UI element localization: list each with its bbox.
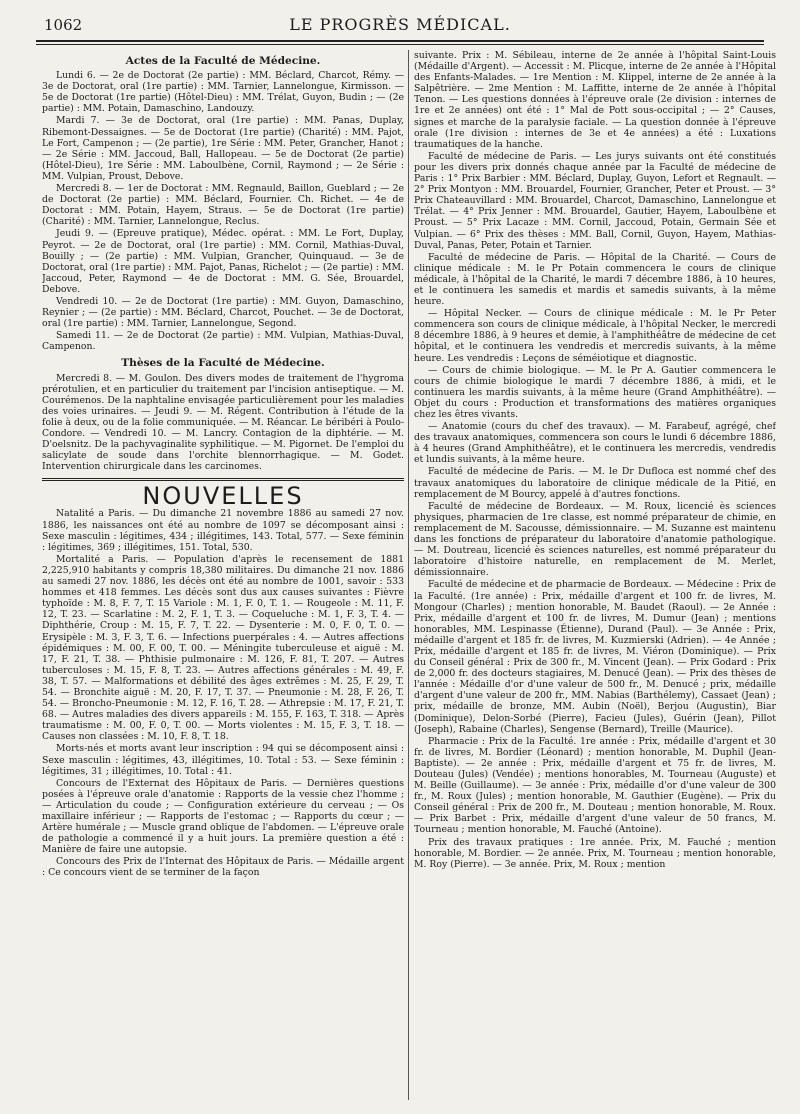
actes-paragraph: Lundi 6. — 2e de Doctorat (2e partie) : MM. Béclard, Charcot, Rémy. — 3e de Doctorat, oral (1re partie) : MM. Tarnier, Lannelongue, Kirmisson. — 5e de Doctorat (1re partie) (Hôtel-Dieu) : MM. Trélat, Guyon, Budin ; — (2e partie) : MM. Potain, Damaschino, Landouzy.: [42, 70, 404, 115]
header-rule-thin: [36, 44, 764, 45]
theses-paragraph: Mercredi 8. — M. Goulon. Des divers modes de traitement de l'hygroma prérotulien, et en particulier du traitement par l'incision antiseptique. — M. Courémenos. De la naphtaline envisagée particulièrement pour les maladies des voies urinaires. — Jeudi 9. — M. Régent. Contribution à l'étude de la folie à deux, ou de la folie communiquée. — M. Réancar. Le béribéri à Poulo-Condore. — Vendredi 10. — M. Lancry. Contagion de la diphtérie. — M. D'oelsnitz. De la pachyvaginalite syphilitique. — M. Pigornet. De l'emploi du salicylate de soude dans l'orchite blennorrhagique. — M. Godet. Intervention chirurgicale dans les carcinomes.: [42, 372, 404, 473]
actes-heading: Actes de la Faculté de Médecine.: [125, 55, 321, 67]
nouvelles-paragraph: Concours de l'Externat des Hôpitaux de Paris. — Dernières questions posées à l'épreuve orale d'anatomie : Rapports de la vessie chez l'homme ; — Articulation du coude ; — Configuration extérieure du cerveau ; — Os maxillaire inférieur ; — Rapports de l'estomac ; — Rapports du cœur ; — Artère humérale ; — Muscle grand oblique de l'abdomen. — L'épreuve orale de pathologie a commencé il y a huit jours. La première question a été : Manière de faire une autopsie.: [42, 777, 404, 856]
right-paragraph: Faculté de médecine de Bordeaux. — M. Roux, licencié ès sciences physiques, pharmacien de 1re classe, est nommé préparateur de chimie, en remplacement de M. Sacousse, démissionnaire. — M. Suzanne est maintenu dans les fonctions de préparateur du laboratoire d'anatomie pathologique. — M. Doutreau, licencié ès sciences naturelles, est nommé préparateur du laboratoire d'histoire naturelle, en remplacement de M. Merlet, démissionnaire.: [414, 500, 776, 579]
page-header: [36, 12, 764, 38]
right-column: [414, 50, 776, 1100]
actes-paragraph: Mercredi 8. — 1er de Doctorat : MM. Regnauld, Baillon, Gueblard ; — 2e de Doctorat (2e partie) : MM. Béclard, Fournier. Ch. Richet. — 4e de Doctorat : MM. Potain, Hayem, Straus. — 5e de Doctorat (1re partie) (Charité) : MM. Tarnier, Lannelongue, Reclus.: [42, 183, 404, 228]
right-paragraph: Faculté de médecine de Paris. — M. le Dr Dufloca est nommé chef des travaux anatomiques du laboratoire de clinique médicale de la Pitié, en remplacement de M Bourcy, appelé à d'autres fonctions.: [414, 466, 776, 500]
column-divider: [408, 50, 409, 1100]
actes-paragraph: Jeudi 9. — (Epreuve pratique), Médec. opérat. : MM. Le Fort, Duplay, Peyrot. — 2e de Doctorat, oral (1re partie) : MM. Cornil, Mathias-Duval, Bouilly ; — (2e partie) : MM. Vulpian, Grancher, Quinquaud. — 3e de Doctorat, oral (1re partie) : MM. Pajot, Panas, Richelot ; — (2e partie) : MM. Jaccoud, Peter, Raymond — 4e de Doctorat : MM. G. Sée, Brouardel, Debove.: [42, 228, 404, 295]
nouvelles-heading: NOUVELLES: [142, 482, 304, 511]
right-paragraph: — Anatomie (cours du chef des travaux). — M. Farabeuf, agrégé, chef des travaux anatomiques, commencera son cours le lundi 6 décembre 1886, à 4 heures (Grand Amphithéâtre), et le continuera les mercredis, vendredis et lundis suivants, à la même heure.: [414, 421, 776, 466]
nouvelles-paragraph: Mortalité a Paris. — Population d'après le recensement de 1881 2,225,910 habitants y compris 18,380 militaires. Du dimanche 21 nov. 1886 au samedi 27 nov. 1886, les décès ont été au nombre de 1001, savoir : 533 hommes et 418 femmes. Les décès sont dus aux causes suivantes : Fièvre typhoïde : M. 8, F. 7, T. 15 Variole : M. 1, F. 0, T. 1. — Rougeole : M. 11, F. 12, T. 23. — Scarlatine : M. 2, F. 1, T. 3. — Coqueluche : M. 1, F. 3, T. 4. — Diphthérie, Croup : M. 15, F. 7, T. 22. — Dysenterie : M. 0, F. 0, T. 0. — Erysipèle : M. 3, F. 3, T. 6. — Infections puerpérales : 4. — Autres affections épidémiques : M. 00, F. 00, T. 00. — Méningite tuberculeuse et aiguë : M. 17, F. 21, T. 38. — Phthisie pulmonaire : M. 126, F. 81, T. 207. — Autres tuberculoses : M. 15, F. 8, T. 23. — Autres affections générales : M. 49, F. 38, T. 57. — Malformations et débilité des âges extrêmes : M. 25, F. 29, T. 54. — Bronchite aiguë : M. 20, F. 17, T. 37. — Pneumonie : M. 28, F. 26, T. 54. — Broncho-Pneumonie : M. 12, F. 16, T. 28. — Athrepsie : M. 17, F. 21, T. 68. — Autres maladies des divers appareils : M. 155, F. 163, T. 318. — Après traumatisme : M. 00, F. 0, T. 00. — Morts violentes : M. 15, F. 3, T. 18. — Causes non classées : M. 10, F. 8, T. 18.: [42, 553, 404, 743]
header-rule: [36, 40, 764, 42]
nouvelles-paragraph: Morts-nés et morts avant leur inscription : 94 qui se décomposent ainsi : Sexe masculin : légitimes, 43, illégitimes, 10. Total : 53. — Sexe féminin : légitimes, 31 ; illégitimes, 10. Total : 41.: [42, 743, 404, 777]
page-number: 1062: [44, 16, 83, 34]
journal-title: LE PROGRÈS MÉDICAL.: [289, 15, 511, 34]
right-paragraph: Faculté de médecine et de pharmacie de Bordeaux. — Médecine : Prix de la Faculté. (1re année) : Prix, médaille d'argent et 100 fr. de livres, M. Mongour (Charles) ; mention honorable, M. Baudet (Raoul). — 2e Année : Prix, médaille d'argent et 100 fr. de livres, M. Dumur (Jean) ; mentions honorables, MM. Lespinasse (Étienne), Durand (Paul). — 3e Année : Prix, médaille d'argent et 185 fr. de livres, M. Kuzmierski (Adrien). — 4e Année ; Prix, médaille d'argent et 185 fr. de livres, M. Viéron (Dominique). — Prix du Conseil général : Prix de 300 fr., M. Vincent (Jean). — Prix Godard : Prix de 2,000 fr. des docteurs stagiaires, M. Denucé (Jean). — Prix des thèses de l'année : Médaille d'or d'une valeur de 500 fr., M. Denucé ; prix, médaille d'argent d'une valeur de 200 fr., MM. Nabias (Barthélemy), Cassaet (Jean) ; prix, médaille de bronze, MM. Aubin (Noël), Berjou (Augustin), Biar (Dominique), Delon-Sorbé (Pierre), Facieu (Jules), Guérin (Jean), Pillot (Joseph), Rabaine (Charles), Sengense (Bernard), Treille (Maurice).: [414, 579, 776, 735]
right-paragraph: Faculté de médecine de Paris. — Hôpital de la Charité. — Cours de clinique médicale : M. le Pr Potain commencera le cours de clinique médicale, à l'hôpital de la Charité, le mardi 7 décembre 1886, à 10 heures, et le continuera les samedis et mardis et samedis suivants, à la même heure.: [414, 251, 776, 308]
right-paragraph: Faculté de médecine de Paris. — Les jurys suivants ont été constitués pour les divers prix donnés chaque année par la Faculté de médecine de Paris : 1° Prix Barbier : MM. Béclard, Duplay, Guyon, Lefort et Regnault. — 2° Prix Montyon : MM. Brouardel, Fournier, Grancher, Peter et Proust. — 3° Prix Chateauvillard : MM. Brouardel, Charcot, Damaschino, Lannelongue et Trélat. — 4° Prix Jenner : MM. Brouardel, Gautier, Hayem, Laboulbène et Proust. — 5° Prix Lacaze : MM. Cornil, Jaccoud, Potain, Germain Sée et Vulpian. — 6° Prix des thèses : MM. Ball, Cornil, Guyon, Hayem, Mathias-Duval, Panas, Peter, Potain et Tarnier.: [414, 150, 776, 251]
right-paragraph: Pharmacie : Prix de la Faculté. 1re année : Prix, médaille d'argent et 30 fr. de livres, M. Bordier (Léonard) ; mention honorable, M. Duphil (Jean-Baptiste). — 2e année : Prix, médaille d'argent et 75 fr. de livres, M. Douteau (Jules) (Vendée) ; mentions honorables, M. Tourneau (Auguste) et M. Beille (Guillaume). — 3e année : Prix, médaille d'or d'une valeur de 300 fr., M. Roux (Jules) ; mention honorable, M. Gauthier (Eugène). — Prix du Conseil général : Prix de 200 fr., M. Douteau ; mention honorable, M. Roux. — Prix Barbet : Prix, médaille d'argent d'une valeur de 50 francs, M. Tourneau ; mention honorable, M. Fauché (Antoine).: [414, 735, 776, 836]
theses-heading: Thèses de la Faculté de Médecine.: [121, 357, 325, 370]
left-column: [42, 50, 404, 1100]
actes-paragraph: Vendredi 10. — 2e de Doctorat (1re partie) : MM. Guyon, Damaschino, Reynier ; — (2e partie) : MM. Béclard, Charcot, Pouchet. — 3e de Doctorat, oral (1re partie) : MM. Tarnier, Lannelongue, Segond.: [42, 295, 404, 330]
section-divider: [42, 478, 404, 481]
actes-paragraph: Mardi 7. — 3e de Doctorat, oral (1re partie) : MM. Panas, Duplay, Ribemont-Dessaignes. — 5e de Doctorat (1re partie) (Charité) : MM. Pajot, Le Fort, Campenon ; — (2e partie), 1re Série : MM. Peter, Grancher, Hanot ; — 2e Série : MM. Jaccoud, Ball, Hallopeau. — 5e de Doctorat (2e partie) (Hôtel-Dieu), 1re Série : MM. Laboulbène, Cornil, Raymond ; — 2e Série : MM. Vulpian, Proust, Debove.: [42, 115, 404, 182]
actes-paragraph: Samedi 11. — 2e de Doctorat (2e partie) : MM. Vulpian, Mathias-Duval, Campenon.: [42, 330, 404, 353]
right-paragraph: — Cours de chimie biologique. — M. le Pr A. Gautier commencera le cours de chimie biologique le mardi 7 décembre 1886, à midi, et le continuera les mardis suivants, à la même heure (Grand Amphithéâtre). — Objet du cours : Production et transformations des matières organiques chez les êtres vivants.: [414, 364, 776, 420]
nouvelles-paragraph: Natalité a Paris. — Du dimanche 21 novembre 1886 au samedi 27 nov. 1886, les naissances ont été au nombre de 1097 se décomposant ainsi : Sexe masculin : légitimes, 434 ; illégitimes, 143. Total, 577. — Sexe féminin : légitimes, 369 ; illégitimes, 151. Total, 530.: [42, 508, 404, 553]
nouvelles-paragraph: Concours des Prix de l'Internat des Hôpitaux de Paris. — Médaille argent : Ce concours vient de se terminer de la façon: [42, 856, 404, 879]
right-paragraph: suivante. Prix : M. Sébileau, interne de 2e année à l'hôpital Saint-Louis (Médaille d'Argent). — Accessit : M. Plicque, interne de 2e année à l'Hôpital des Enfants-Malades. — 1re Mention : M. Klippel, interne de 2e année à la Salpêtrière. — 2me Mention : M. Laffitte, interne de 2e année à l'hôpital Tenon. — Les questions données à l'épreuve orale (2e division : internes de 1re et 2e années) ont été : 1° Mal de Pott sous-occipital ; — 2° Causes, signes et marche de la paralysie faciale. — La question donnée à l'épreuve orale (1re division : internes de 3e et 4e années) a été : Luxations traumatiques de la hanche.: [414, 50, 776, 150]
right-paragraph: — Hôpital Necker. — Cours de clinique médicale : M. le Pr Peter commencera son cours de clinique médicale, à l'hôpital Necker, le mercredi 8 décembre 1886, à 9 heures et demie, à l'amphithéâtre de médecine de cet hôpital, et le continuera les vendredis et mercredis suivants, à la même heure. Les vendredis : Leçons de séméiotique et diagnostic.: [414, 308, 776, 364]
right-paragraph: Prix des travaux pratiques : 1re année. Prix, M. Fauché ; mention honorable, M. Bordier. — 2e année. Prix, M. Tourneau ; mention honorable, M. Roy (Pierre). — 3e année. Prix, M. Roux ; mention: [414, 836, 776, 870]
